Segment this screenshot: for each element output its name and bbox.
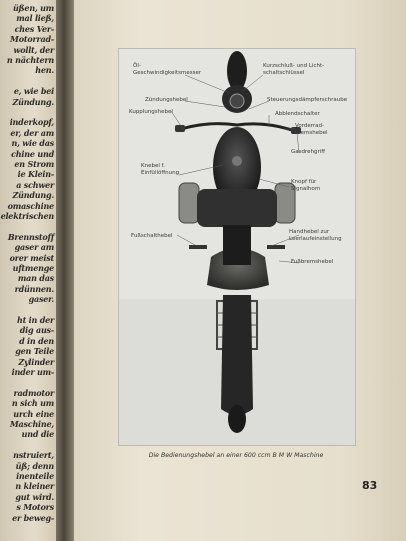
left-page-line: üßen, um <box>12 3 54 13</box>
left-page-line: ht in der <box>16 315 54 325</box>
left-page-line: inderkopf, <box>9 117 54 128</box>
left-page <box>0 0 56 541</box>
rear-mudguard-shape <box>221 295 253 415</box>
left-page-line: inder um- <box>11 367 54 377</box>
left-page-line: omaschine <box>7 200 54 211</box>
left-cylinder-shape <box>179 183 199 223</box>
left-page-line: man das <box>17 273 54 284</box>
left-page-line: d in den <box>19 335 54 346</box>
page-number: 83 <box>362 479 378 492</box>
label-front-brake-lever: Vorderrad- bremshebel <box>295 123 328 136</box>
label-steering-damper-screw: Steuerungsdämpferschraube <box>267 97 348 103</box>
left-grip-shape <box>175 125 185 132</box>
label-throttle-grip: Gasdrehgriff <box>291 149 326 155</box>
label-horn-button: Knopf für Signalhorn <box>291 179 321 192</box>
left-page-line: Zylinder <box>18 356 54 367</box>
left-page-line: dig aus- <box>19 325 54 336</box>
label-idle-hand-lever: Handhebel zur Leerlaufeinstellung <box>289 229 342 242</box>
label-oil-speedometer: Öl- Geschwindigkeitsmesser <box>133 63 202 76</box>
left-page-line: a schwer <box>16 179 54 190</box>
label-ignition-light-switch: Kurzschluß- und Licht- schaltschlüssel <box>263 63 325 76</box>
left-page-line: gut wird. <box>15 491 54 502</box>
label-foot-gear-lever: Fußschalthebel <box>131 233 173 239</box>
speedometer-shape <box>230 94 244 108</box>
left-page-line: mal ließ, <box>16 13 54 24</box>
left-page-line: er, der am <box>10 127 54 138</box>
left-page-line: ie Klein- <box>17 169 54 180</box>
left-page-line: und die <box>21 429 54 440</box>
left-page-line: inenteile <box>16 471 54 481</box>
rear-wheel-shape <box>228 405 246 433</box>
left-page-line: n nächtern <box>6 55 54 65</box>
left-page-line: Brennstoff <box>7 231 54 242</box>
frame-shape <box>223 225 251 265</box>
left-page-line: gen Teile <box>15 346 54 357</box>
left-page-line: nstruiert, <box>13 450 54 461</box>
left-page-line: Maschine, <box>9 419 54 429</box>
left-page-line: er beweg- <box>12 512 54 523</box>
left-page-line: chine und <box>11 148 54 159</box>
left-page-line: n kleiner <box>15 481 54 492</box>
label-filler-knob: Knebel f. Einfüllöffnung <box>141 163 180 176</box>
left-page-line: Zündung. <box>12 96 54 107</box>
figure-caption: Die Bedienungshebel an einer 600 ccm B M W Maschine <box>148 452 324 459</box>
left-page-line: Motorrad- <box>10 34 54 45</box>
engine-block-shape <box>197 189 277 227</box>
left-page-line: n sich um <box>11 398 54 409</box>
left-page-line: orer meist <box>9 252 54 263</box>
left-page-line: en Strom <box>14 159 54 169</box>
left-page-line: e, wie bei <box>13 86 54 97</box>
left-page-line: üß; denn <box>15 460 54 471</box>
filler-cap-shape <box>232 156 242 166</box>
left-page-line: uftmenge <box>12 263 54 273</box>
left-page-line: ches Ver- <box>14 23 54 34</box>
left-page-line: gaser am <box>14 242 54 253</box>
left-page-line: elektrischen <box>0 211 54 221</box>
left-page-line: s Motors <box>16 502 54 513</box>
left-page-line: gaser. <box>28 294 54 305</box>
left-page-line: wollt, der <box>13 44 54 55</box>
left-page-line: radmotor <box>13 387 54 398</box>
book-gutter <box>56 0 74 541</box>
label-dimmer-switch: Abblendschalter <box>275 111 320 117</box>
label-foot-brake-lever: Fußbremshebel <box>291 259 334 265</box>
left-page-line: urch eine <box>13 408 54 419</box>
label-ignition-lever: Zündungshebel <box>145 97 188 103</box>
left-page-line: rdünnen. <box>14 283 54 294</box>
left-page-line: n, wie das <box>11 138 54 149</box>
label-clutch-lever: Kupplungshebel <box>129 109 173 115</box>
motorcycle-photo <box>118 48 356 446</box>
left-page-line: hen. <box>35 65 54 76</box>
left-page-line: Zündung. <box>12 190 54 201</box>
